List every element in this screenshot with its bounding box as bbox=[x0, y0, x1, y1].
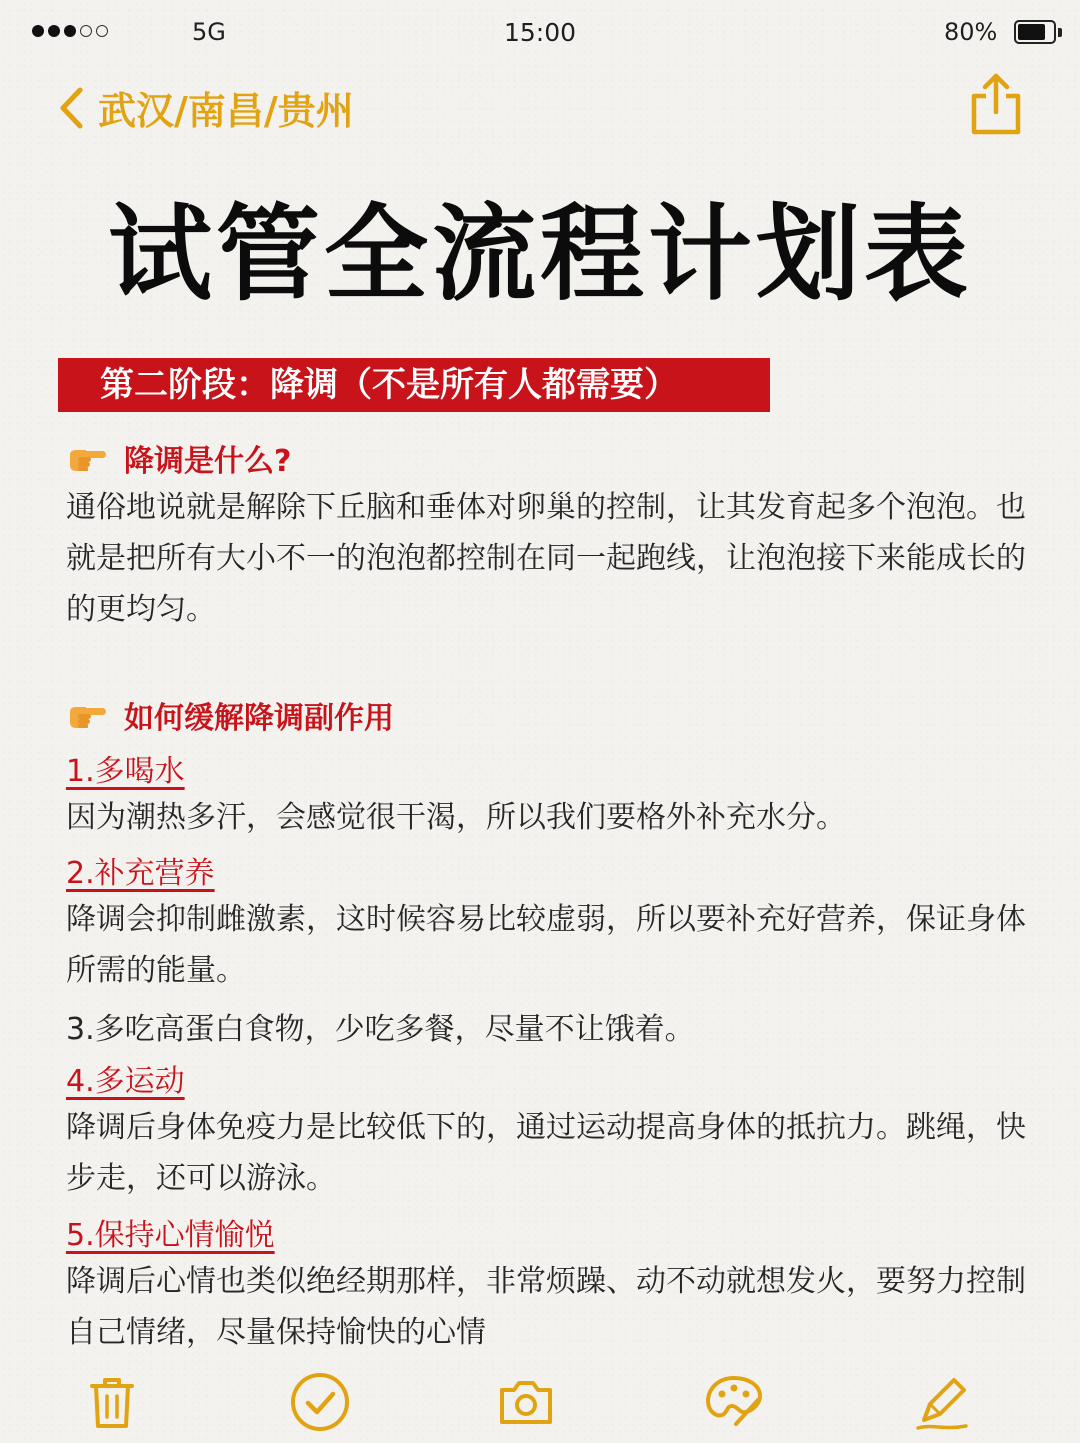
pointing-hand-icon bbox=[66, 698, 108, 732]
section-heading-label: 降调是什么? bbox=[124, 444, 292, 479]
markup-button[interactable] bbox=[702, 1370, 766, 1434]
tip-heading-5[interactable]: 5.保持心情愉悦 bbox=[66, 1218, 275, 1253]
chevron-left-icon bbox=[56, 85, 86, 131]
tip-text-5: 降调后心情也类似绝经期那样，非常烦躁、动不动就想发火，要努力控制自己情绪，尽量保持愉快的心情 bbox=[66, 1264, 1026, 1350]
palette-icon bbox=[702, 1370, 766, 1434]
battery-percentage: 80% bbox=[944, 18, 998, 46]
bottom-toolbar bbox=[0, 1370, 1080, 1436]
tip-text-2: 降调会抑制雌激素，这时候容易比较虚弱，所以要补充好营养，保证身体所需的能量。 bbox=[66, 902, 1026, 988]
section-heading bbox=[66, 436, 291, 480]
pen-icon bbox=[910, 1370, 974, 1434]
tip-item-3: 3.多吃高蛋白食物，少吃多餐，尽量不让饿着。 bbox=[66, 1012, 695, 1047]
share-icon bbox=[968, 70, 1024, 136]
status-bar bbox=[0, 0, 1080, 66]
section-heading-label: 如何缓解降调副作用 bbox=[124, 701, 394, 736]
compose-button[interactable] bbox=[910, 1370, 974, 1434]
trash-icon bbox=[80, 1370, 144, 1434]
network-type: 5G bbox=[192, 18, 226, 46]
battery-cap bbox=[1058, 28, 1062, 37]
pointing-hand-icon bbox=[66, 441, 108, 475]
tip-text-4: 降调后身体免疫力是比较低下的，通过运动提高身体的抵抗力。跳绳，快步走，还可以游泳。 bbox=[66, 1110, 1026, 1196]
back-label: 武汉/南昌/贵州 bbox=[98, 89, 354, 133]
camera-icon bbox=[494, 1370, 558, 1434]
delete-button[interactable] bbox=[80, 1370, 144, 1434]
section-body: 通俗地说就是解除下丘脑和垂体对卵巢的控制，让其发育起多个泡泡。也就是把所有大小不一的泡泡都控制在同一起跑线，让泡泡接下来能成长的的更均匀。 bbox=[66, 490, 1026, 627]
back-button[interactable] bbox=[56, 80, 354, 135]
checklist-icon bbox=[288, 1370, 352, 1434]
section-heading bbox=[66, 693, 394, 737]
tip-heading-2[interactable]: 2.补充营养 bbox=[66, 856, 215, 891]
page-title: 试管全流程计划表 bbox=[107, 193, 972, 315]
tip-text-1: 因为潮热多汗，会感觉很干渴，所以我们要格外补充水分。 bbox=[66, 800, 846, 835]
status-time: 15:00 bbox=[503, 18, 577, 47]
tip-heading-4[interactable]: 4.多运动 bbox=[66, 1064, 185, 1099]
tip-heading-1[interactable]: 1.多喝水 bbox=[66, 754, 185, 789]
camera-button[interactable] bbox=[494, 1370, 558, 1434]
stage-banner: 第二阶段：降调（不是所有人都需要） bbox=[58, 358, 770, 412]
share-button[interactable] bbox=[968, 70, 1024, 136]
checklist-button[interactable] bbox=[288, 1370, 352, 1434]
battery-icon bbox=[1014, 20, 1056, 44]
